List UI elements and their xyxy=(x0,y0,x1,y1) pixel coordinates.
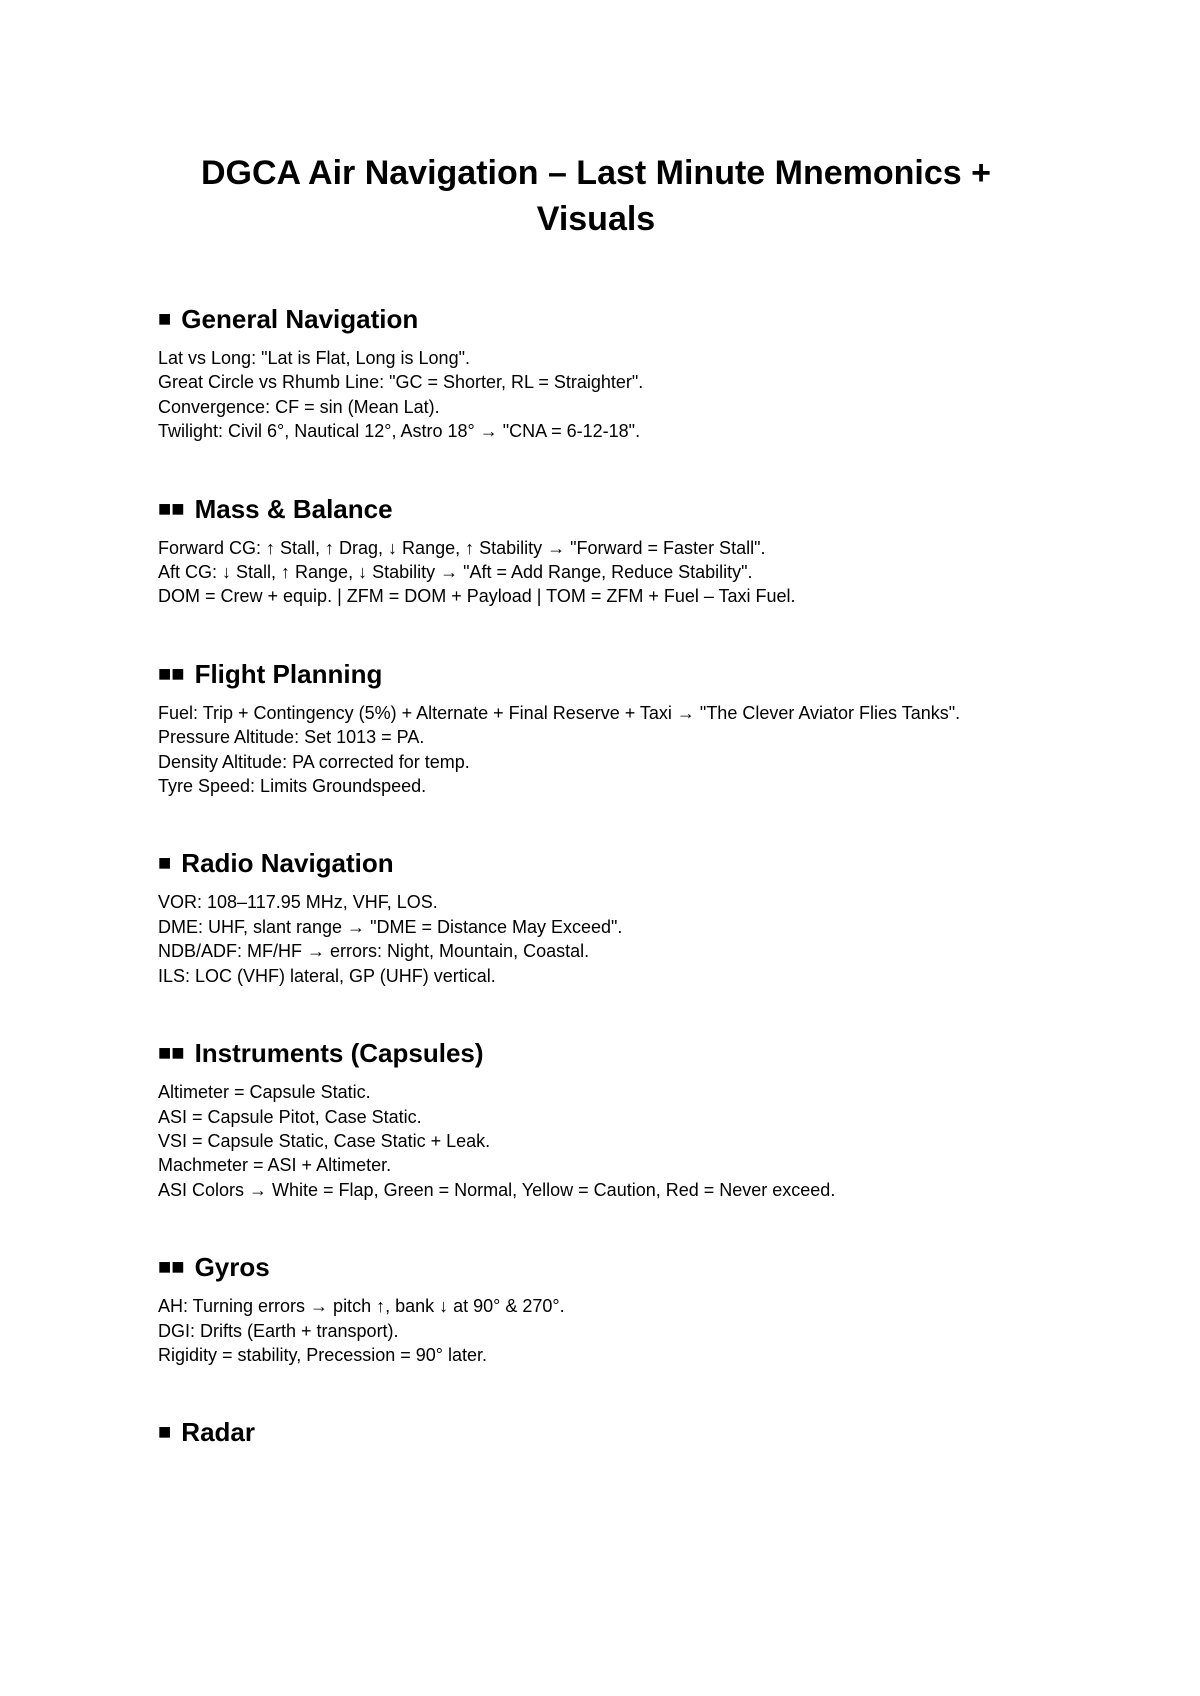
square-bullet-icon: ■■ xyxy=(158,1254,185,1280)
section-lines xyxy=(158,890,1058,988)
text-line: Aft CG: ↓ Stall, ↑ Range, ↓ Stability → "Aft = Add Range, Reduce Stability". xyxy=(158,562,753,583)
section-lines xyxy=(158,701,1058,799)
text-line: Pressure Altitude: Set 1013 = PA. xyxy=(158,727,425,748)
section-lines xyxy=(158,536,1058,609)
text-line: DOM = Crew + equip. | ZFM = DOM + Payload | TOM = ZFM + Fuel – Taxi Fuel. xyxy=(158,586,796,607)
text-line: DME: UHF, slant range → "DME = Distance May Exceed". xyxy=(158,916,623,937)
text-line: Machmeter = ASI + Altimeter. xyxy=(158,1155,392,1176)
square-bullet-icon: ■ xyxy=(158,850,172,876)
text-line: AH: Turning errors → pitch ↑, bank ↓ at 90° & 270°. xyxy=(158,1296,565,1317)
section-heading xyxy=(158,846,1058,880)
text-line: Tyre Speed: Limits Groundspeed. xyxy=(158,776,427,797)
text-line: Forward CG: ↑ Stall, ↑ Drag, ↓ Range, ↑ Stability → "Forward = Faster Stall". xyxy=(158,537,766,558)
section-instruments xyxy=(158,1036,1058,1202)
text-line: Fuel: Trip + Contingency (5%) + Alternate + Final Reserve + Taxi → "The Clever Aviator Flies Tanks". xyxy=(158,702,961,723)
document-page xyxy=(158,150,1058,1449)
square-bullet-icon: ■■ xyxy=(158,495,185,521)
square-bullet-icon: ■ xyxy=(158,306,172,331)
text-line: VSI = Capsule Static, Case Static + Leak. xyxy=(158,1130,491,1151)
section-general-navigation xyxy=(158,302,1058,444)
text-line: VOR: 108–117.95 MHz, VHF, LOS. xyxy=(158,892,438,913)
section-flight-planning xyxy=(158,657,1058,799)
section-heading xyxy=(158,1250,1058,1284)
text-line: ASI = Capsule Pitot, Case Static. xyxy=(158,1106,422,1127)
section-heading xyxy=(158,1036,1058,1070)
text-line: ASI Colors → White = Flap, Green = Normal, Yellow = Caution, Red = Never exceed. xyxy=(158,1179,836,1200)
section-heading-text: Radar xyxy=(181,1417,255,1448)
square-bullet-icon: ■ xyxy=(158,1419,172,1445)
section-lines xyxy=(158,1294,1058,1367)
section-heading-text: Gyros xyxy=(194,1252,270,1283)
section-mass-balance xyxy=(158,492,1058,609)
section-radio-navigation xyxy=(158,846,1058,988)
text-line: Great Circle vs Rhumb Line: "GC = Shorter, RL = Straighter". xyxy=(158,372,644,393)
section-heading xyxy=(158,657,1058,691)
text-line: DGI: Drifts (Earth + transport). xyxy=(158,1320,399,1341)
section-gyros xyxy=(158,1250,1058,1367)
section-heading-text: General Navigation xyxy=(181,304,419,334)
section-heading xyxy=(158,302,1058,336)
section-heading xyxy=(158,492,1058,526)
section-heading-text: Flight Planning xyxy=(194,658,383,689)
text-line: Altimeter = Capsule Static. xyxy=(158,1082,371,1103)
section-radar xyxy=(158,1415,1058,1449)
page-title: DGCA Air Navigation – Last Minute Mnemonics + Visuals xyxy=(201,154,991,238)
section-heading-text: Instruments (Capsules) xyxy=(194,1038,484,1069)
text-line: Convergence: CF = sin (Mean Lat). xyxy=(158,396,440,417)
section-lines xyxy=(158,346,1058,444)
section-heading-text: Radio Navigation xyxy=(181,848,394,879)
text-line: Density Altitude: PA corrected for temp. xyxy=(158,751,470,772)
section-lines xyxy=(158,1080,1058,1202)
section-heading xyxy=(158,1415,1058,1449)
square-bullet-icon: ■■ xyxy=(158,660,185,686)
text-line: Rigidity = stability, Precession = 90° later. xyxy=(158,1344,488,1365)
square-bullet-icon: ■■ xyxy=(158,1040,185,1066)
text-line: ILS: LOC (VHF) lateral, GP (UHF) vertical. xyxy=(158,965,496,986)
text-line: Twilight: Civil 6°, Nautical 12°, Astro 18° → "CNA = 6-12-18". xyxy=(158,421,641,442)
text-line: Lat vs Long: "Lat is Flat, Long is Long". xyxy=(158,348,470,368)
section-heading-text: Mass & Balance xyxy=(194,493,393,524)
text-line: NDB/ADF: MF/HF → errors: Night, Mountain, Coastal. xyxy=(158,941,590,962)
